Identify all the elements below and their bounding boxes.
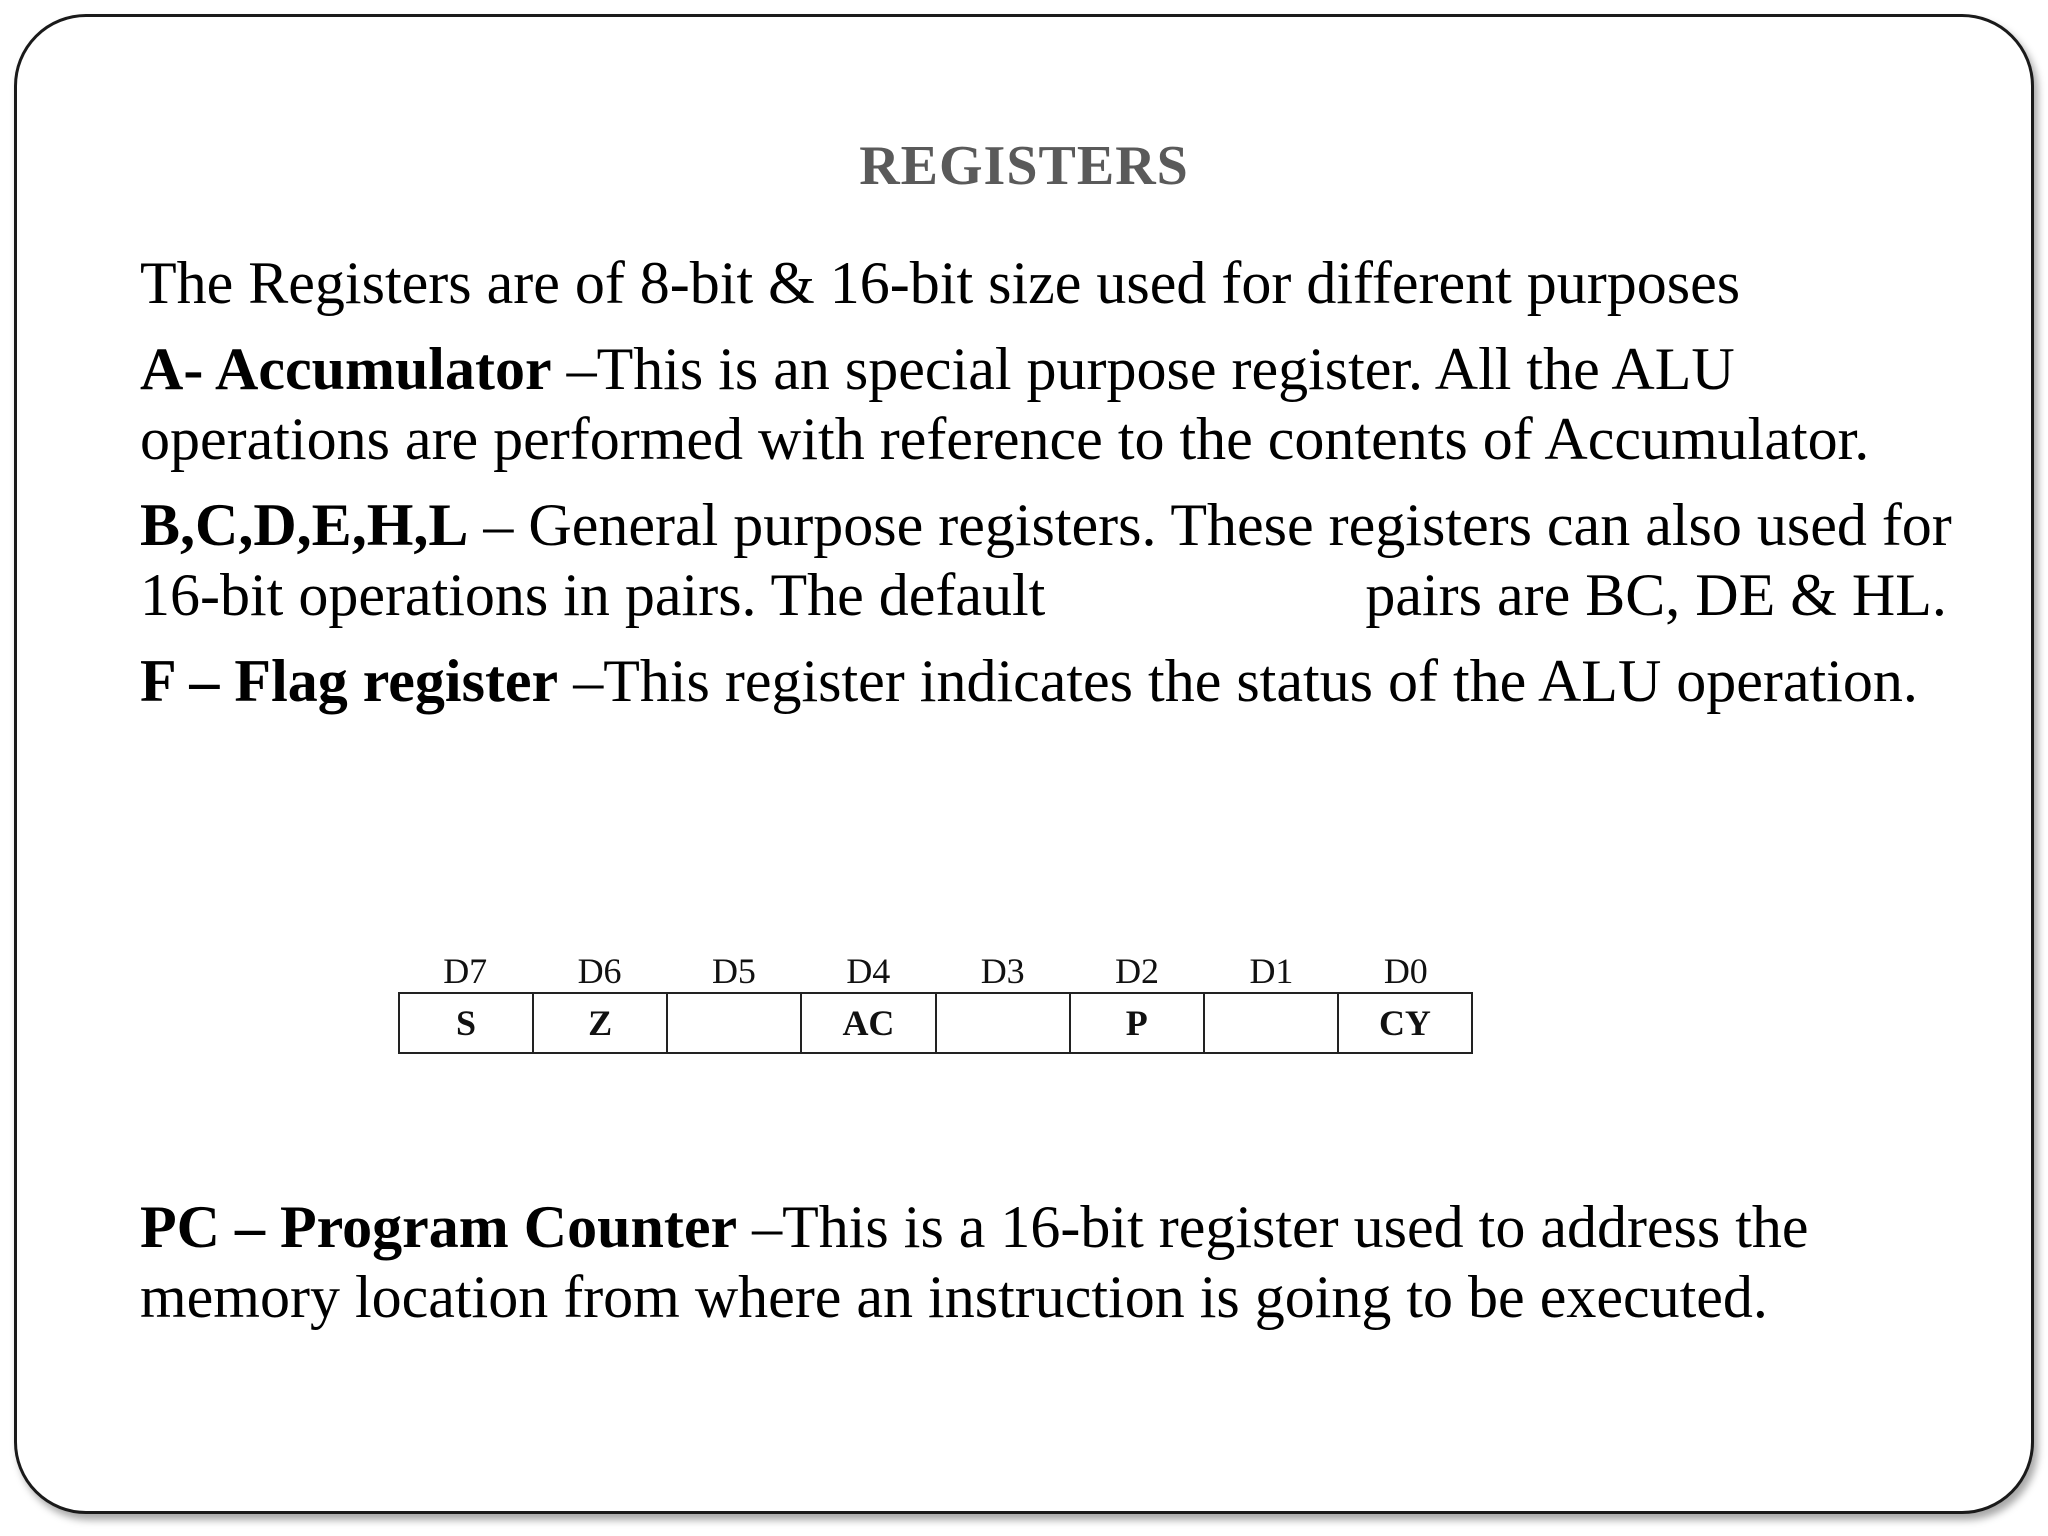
slide-body (140, 248, 1970, 732)
program-counter-description: –This is a 16-bit register used to address the memory location from where an instruction is going to be executed. (140, 1194, 1809, 1330)
bit-label: D6 (577, 951, 622, 991)
flag-cells-row (398, 992, 1473, 1054)
flag-cell: P (1071, 994, 1205, 1052)
bit-label: D0 (1383, 951, 1428, 991)
slide-title: REGISTERS (859, 135, 1189, 197)
flag-cell (1205, 994, 1339, 1052)
accumulator-term: A- Accumulator (140, 336, 552, 402)
intro-paragraph: The Registers are of 8-bit & 16-bit size used for different purposes (140, 250, 1741, 316)
general-registers-paragraph (140, 490, 1970, 630)
bit-label: D7 (443, 951, 488, 991)
bit-label: D1 (1249, 951, 1294, 991)
program-counter-paragraph (140, 1192, 1970, 1332)
flag-register-term: F – Flag register (140, 648, 559, 714)
flag-register-paragraph (140, 646, 1970, 716)
flag-cell: Z (534, 994, 668, 1052)
bit-label: D5 (711, 951, 756, 991)
general-registers-pairs: pairs are BC, DE & HL. (1365, 562, 1947, 628)
bit-label: D2 (1115, 951, 1160, 991)
accumulator-description: –This is an special purpose register. All the ALU operations are performed with reference to the contents of Accumulator. (140, 336, 1870, 472)
accumulator-paragraph (140, 334, 1970, 474)
flag-cell: CY (1378, 1003, 1431, 1043)
flag-cell (668, 994, 802, 1052)
general-registers-description: – General purpose registers. These registers can also used for 16-bit operations in pairs. The default (140, 492, 1952, 628)
bit-label: D4 (846, 951, 891, 991)
flag-cell: AC (802, 994, 936, 1052)
flag-cell (937, 994, 1071, 1052)
flag-register-description: –This register indicates the status of the ALU operation. (558, 648, 1918, 714)
flag-cell: S (400, 994, 534, 1052)
program-counter-term: PC – Program Counter (140, 1194, 738, 1260)
flag-register-table (398, 950, 1473, 1054)
bit-labels-row (398, 950, 1473, 992)
bit-label: D3 (980, 951, 1025, 991)
general-registers-term: B,C,D,E,H,L (140, 492, 469, 558)
